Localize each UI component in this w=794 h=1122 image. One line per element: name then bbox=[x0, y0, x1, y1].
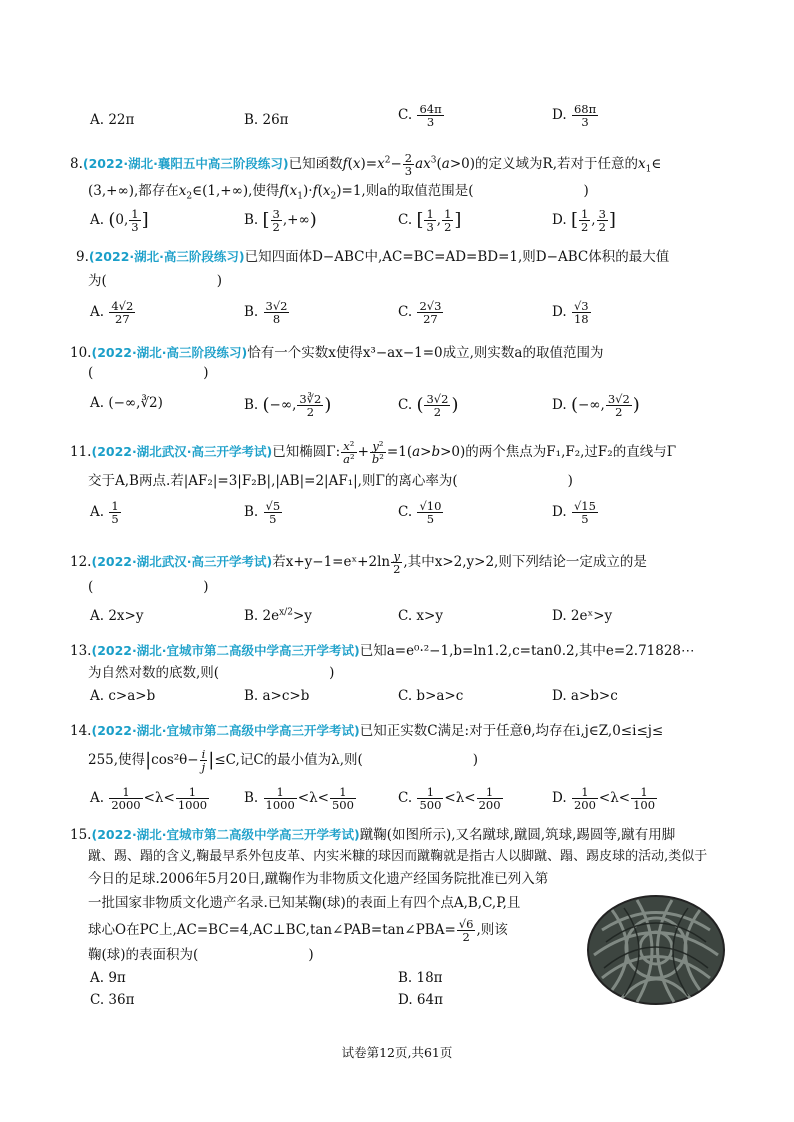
q11-option-d: D. $\frac{√15}{5}$ bbox=[552, 499, 596, 526]
q15-option-d: D. 64π bbox=[398, 992, 443, 1008]
q15-line3: 今日的足球.2006年5月20日,蹴鞠作为非物质文化遗产经国务院批准已列入第 bbox=[88, 871, 549, 887]
q7-option-b: B. 26π bbox=[244, 112, 289, 128]
q12-option-b: B. $2e^{x/2}>y$ bbox=[244, 607, 312, 624]
q8-option-b: B. [ $\frac{3}{2}$ ,+∞) bbox=[244, 207, 317, 234]
q15-line1: 15.(2022·湖北·宜城市第二高级中学高三开学考试)蹴鞠(如图所示),又名蹴球,蹴圆,筑球,踢圆等,蹴有用脚 bbox=[70, 827, 676, 843]
q9-option-b: B. $\frac{3√2}{8}$ bbox=[244, 299, 288, 326]
q12-line2: ( ) bbox=[88, 579, 209, 595]
q8-line2: (3,+∞),都存在$x_2\in(1,+\infty)$,使得$f(x_1)\cdot f(x_2)=1$,则a的取值范围是( ) bbox=[88, 183, 589, 202]
q10-option-a: A. (−∞,∛2) bbox=[90, 395, 163, 411]
q15-option-c: C. 36π bbox=[90, 992, 135, 1008]
q10-option-c: C. ( $\frac{3√2}{2}$ ) bbox=[398, 392, 459, 419]
q15-line2: 蹴、踢、蹋的含义,鞠最早系外包皮革、内实米糠的球因而蹴鞠就是指古人以脚蹴、蹋、踢皮球的活动,类似于 bbox=[88, 849, 708, 864]
q12-source: (2022·湖北武汉·高三开学考试) bbox=[91, 554, 273, 569]
q13-option-a: A. c>a>b bbox=[90, 688, 156, 704]
q9-option-a: A. $\frac{4√2}{27}$ bbox=[90, 299, 134, 326]
q10-source: (2022·湖北·高三阶段练习) bbox=[91, 345, 248, 360]
q9-option-d: D. $\frac{√3}{18}$ bbox=[552, 299, 589, 326]
q15-line4: 一批国家非物质文化遗产名录.已知某鞠(球)的表面上有四个点A,B,C,P,且 bbox=[88, 895, 521, 911]
q15-line6: 鞠(球)的表面积为( ) bbox=[88, 947, 314, 963]
q14-line2: 255,使得|cos²θ− $\frac{i}{j}$ |≤C,记C的最小值为λ,则( ) bbox=[88, 747, 479, 774]
q11-option-a: A. $\frac{1}{5}$ bbox=[90, 499, 119, 526]
q8-option-c: C. [ $\frac{1}{3}$ , $\frac{1}{2}$ ] bbox=[398, 207, 462, 234]
q10-option-d: D. (−∞, $\frac{3√2}{2}$ ) bbox=[552, 392, 640, 419]
q10-line1: 10.(2022·湖北·高三阶段练习)恰有一个实数x使得x³−ax−1=0成立,则实数a的取值范围为 bbox=[70, 345, 604, 361]
q11-option-b: B. $\frac{√5}{5}$ bbox=[244, 499, 281, 526]
q15-option-a: A. 9π bbox=[90, 970, 126, 986]
q8-option-a: A. (0, $\frac{1}{3}$ ] bbox=[90, 207, 149, 234]
q9-line2: 为( ) bbox=[88, 273, 223, 289]
q9-line1: 9.(2022·湖北·高三阶段练习)已知四面体D−ABC中,AC=BC=AD=BD=1,则D−ABC体积的最大值 bbox=[76, 249, 670, 265]
q10-line2: ( ) bbox=[88, 365, 209, 381]
q15-line5: 球心O在PC上,AC=BC=4,AC⊥BC,tan∠PAB=tan∠PBA= $\frac{√6}{2}$ ,则该 bbox=[88, 917, 508, 944]
q7-option-a: A. 22π bbox=[90, 112, 135, 128]
q12-option-d: D. 2eˣ>y bbox=[552, 608, 613, 624]
q14-option-b: B. $\frac{1}{1000}$ <λ< $\frac{1}{500}$ bbox=[244, 785, 354, 812]
q13-option-d: D. a>b>c bbox=[552, 688, 618, 704]
q13-option-b: B. a>c>b bbox=[244, 688, 310, 704]
q14-option-c: C. $\frac{1}{500}$ <λ< $\frac{1}{200}$ bbox=[398, 785, 501, 812]
q9-option-c: C. $\frac{2√3}{27}$ bbox=[398, 299, 442, 326]
q14-source: (2022·湖北·宜城市第二高级中学高三开学考试) bbox=[91, 723, 360, 738]
q8-option-d: D. [ $\frac{1}{2}$ , $\frac{3}{2}$ ] bbox=[552, 207, 616, 234]
q8-source: (2022·湖北·襄阳五中高三阶段练习) bbox=[82, 156, 289, 171]
q13-source: (2022·湖北·宜城市第二高级中学高三开学考试) bbox=[91, 643, 360, 658]
q11-source: (2022·湖北武汉·高三开学考试) bbox=[91, 444, 273, 459]
q12-option-a: A. 2x>y bbox=[90, 608, 144, 624]
q15-option-b: B. 18π bbox=[398, 970, 443, 986]
q7-option-c: C. $\frac{64\pi}{3}$ bbox=[398, 102, 442, 129]
q13-line1: 13.(2022·湖北·宜城市第二高级中学高三开学考试)已知a=e⁰·²−1,b=ln1.2,c=tan0.2,其中e=2.71828⋯ bbox=[70, 643, 695, 659]
q11-option-c: C. $\frac{√10}{5}$ bbox=[398, 499, 442, 526]
q12-line1: 12.(2022·湖北武汉·高三开学考试)若x+y−1=eˣ+2ln $\frac{y}{2}$ ,其中x>2,y>2,则下列结论一定成立的是 bbox=[70, 549, 647, 576]
q8-line1: 8.(2022·湖北·襄阳五中高三阶段练习)已知函数$f(x)=x^2-$ $\frac{2}{3}$ $ax^3(a>0)$的定义域为R,若对于任意的$x_1\in$ bbox=[70, 151, 662, 178]
page-footer: 试卷第12页,共61页 bbox=[341, 1045, 453, 1060]
q12-option-c: C. x>y bbox=[398, 608, 443, 624]
q7-option-d: D. $\frac{68\pi}{3}$ bbox=[552, 102, 597, 129]
q13-line2: 为自然对数的底数,则( ) bbox=[88, 665, 335, 681]
q14-line1: 14.(2022·湖北·宜城市第二高级中学高三开学考试)已知正实数C满足:对于任意θ,均存在i,j∈Z,0≤i≤j≤ bbox=[70, 723, 664, 739]
q13-option-c: C. b>a>c bbox=[398, 688, 464, 704]
q14-option-a: A. $\frac{1}{2000}$ <λ< $\frac{1}{1000}$ bbox=[90, 785, 208, 812]
q9-source: (2022·湖北·高三阶段练习) bbox=[88, 249, 245, 264]
q14-option-d: D. $\frac{1}{200}$ <λ< $\frac{1}{100}$ bbox=[552, 785, 656, 812]
q10-option-b: B. (−∞, $\frac{3∛2}{2}$ ) bbox=[244, 392, 332, 419]
q11-line1: 11.(2022·湖北武汉·高三开学考试)已知椭圆Γ: $\frac{\text{x²}}{\text{a²}}$ + $\frac{\text{y²}}{\text{b²}}$ =1(a>b>0)的两个焦点为F₁,F₂,过F₂的直线与Γ bbox=[70, 439, 677, 466]
cuju-ball-image bbox=[582, 890, 730, 1006]
q15-source: (2022·湖北·宜城市第二高级中学高三开学考试) bbox=[91, 827, 360, 842]
q11-line2: 交于A,B两点.若|AF₂|=3|F₂B|,|AB|=2|AF₁|,则Γ的离心率为( ) bbox=[88, 473, 573, 489]
